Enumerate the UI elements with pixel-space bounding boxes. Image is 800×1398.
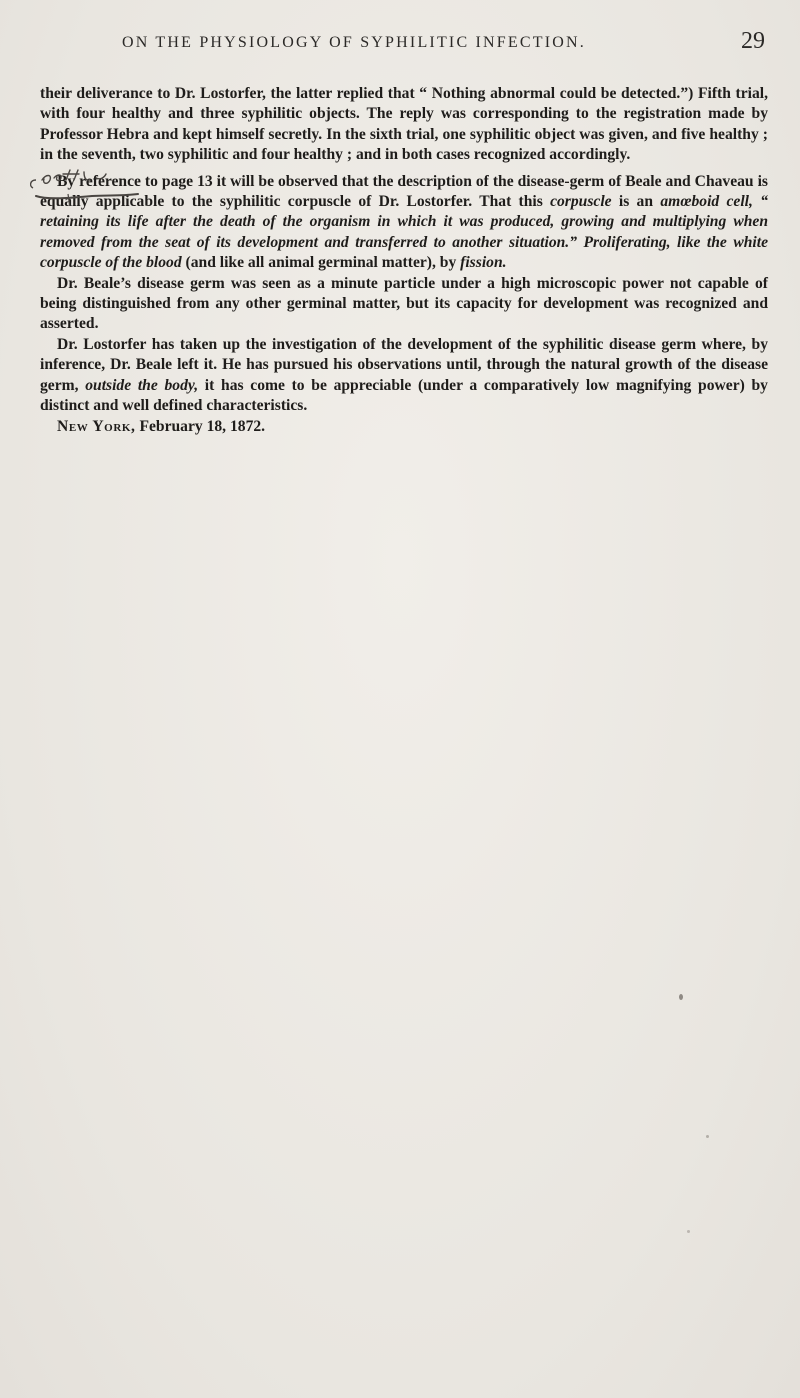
disease-germ-text-3: (and like all animal germinal matter), by — [181, 254, 461, 272]
signoff-dateline — [40, 417, 768, 437]
page-number: 29 — [741, 28, 765, 54]
paragraph-trials: their deliverance to Dr. Lostorfer, the latter replied that “ Nothing abnormal could be detected.”) Fifth trial, with four healthy and three syphilitic objects. The reply was corresponding to the registration made by Professor Hebra and kept himself secretly. In the sixth trial, one syphilitic object was given, and five healthy ; in the seventh, two syphilitic and four healthy ; and in both cases recognized accordingly. — [40, 85, 768, 164]
investigation-text: Dr. Lostorfer has taken up the investigation of the development of the syphilitic disease germ where, by inference, Dr. Beale left it. He has pursued his observations until, through the natural growth of the disease germ, — [40, 335, 768, 394]
disease-germ-text: By reference to page 13 it will be observed that the description of the disease-germ of Beale and Chaveau is equally applicable to the syphilitic corpuscle of Dr. Lostorfer. That this — [40, 172, 768, 211]
body-text — [40, 84, 768, 437]
italic-fission: fission. — [460, 254, 507, 272]
paragraph-beale-germ: Dr. Beale’s disease germ was seen as a minute particle under a high microscopic power not capable of being distinguished from any other germinal matter, but its capacity for development was recognized and asserted. — [40, 274, 768, 333]
italic-outside-body: outside the body, — [85, 376, 199, 394]
disease-germ-text-2: is an — [611, 193, 661, 211]
running-title: ON THE PHYSIOLOGY OF SYPHILITIC INFECTION. — [122, 34, 586, 51]
paragraph-lostorfer-investigation — [40, 335, 768, 417]
running-head — [42, 28, 765, 64]
signoff-place: New York, — [57, 417, 136, 435]
italic-corpuscle: corpuscle — [550, 193, 612, 211]
signoff-date: February 18, 1872. — [139, 417, 266, 435]
investigation-text-2: it has come to be appreciable (under a comparatively low magnifying power) by distinct and well defined characteristics. — [40, 376, 768, 415]
paper-speck — [706, 1135, 709, 1138]
paper-speck — [687, 1230, 690, 1233]
paragraph-disease-germ — [40, 172, 768, 274]
italic-quotation: amœboid cell, “ retaining its life after the death of the organism in which it was produced, growing and multiplying when removed from the seat of its development and transferred to another situation.” Proliferating, like the white corpuscle of the blood — [40, 193, 768, 272]
paper-speck — [679, 994, 683, 1000]
